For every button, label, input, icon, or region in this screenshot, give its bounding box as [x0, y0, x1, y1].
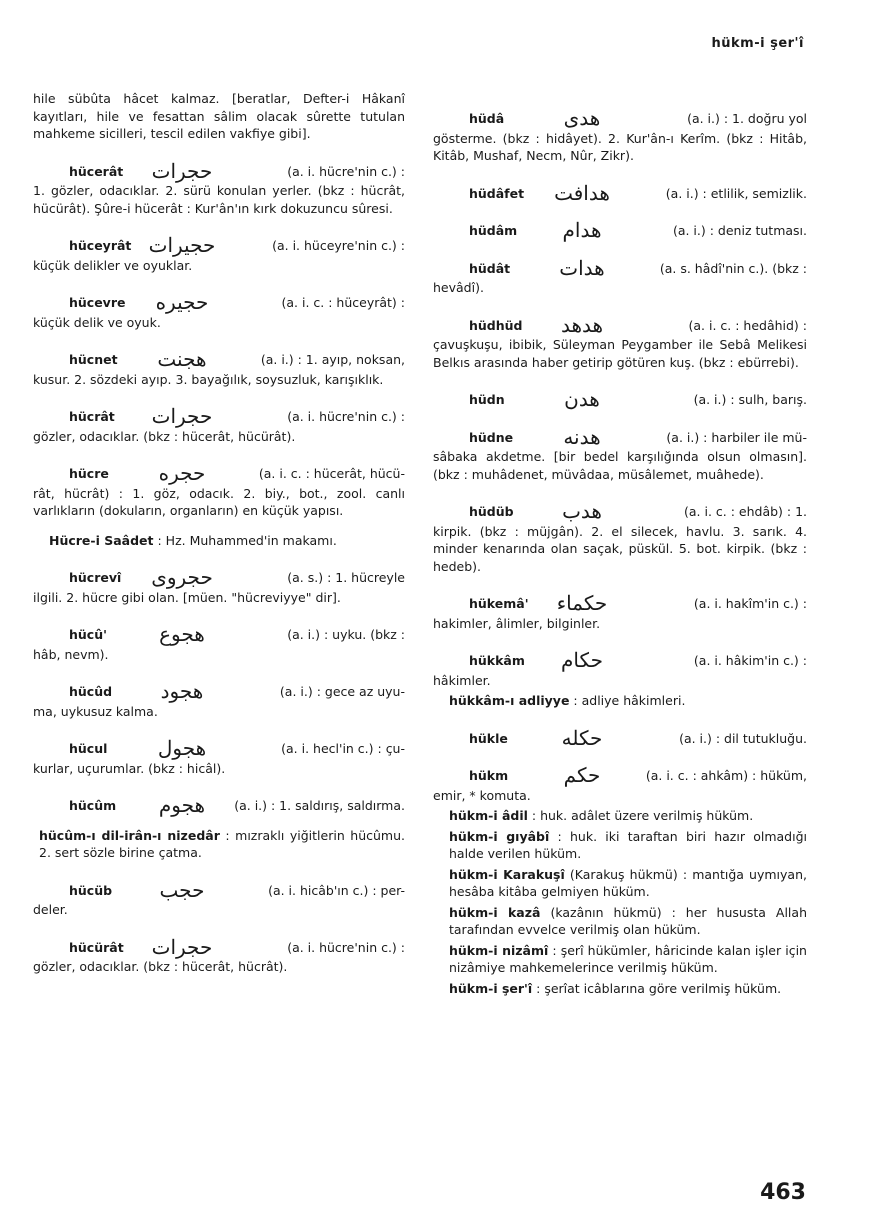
headword: hüceyrât	[69, 238, 132, 253]
entry-headline	[33, 877, 405, 902]
entry-definition: kurlar, uçurumlar. (bkz : hicâl).	[33, 760, 226, 776]
arabic-script: هجود	[160, 679, 204, 703]
headword: hükkâm	[469, 653, 525, 668]
sub-keyword: hükm-i gıyâbî	[449, 828, 550, 844]
dictionary-entry	[33, 736, 405, 777]
entry-headline	[33, 233, 405, 257]
entry-headline	[33, 679, 405, 703]
entry-headline	[33, 793, 405, 817]
dictionary-entry	[433, 106, 807, 165]
entry-grammar: (a. i. c. : hedâhid) :	[688, 317, 807, 333]
arabic-script: حجروى	[151, 565, 213, 589]
entry-headline	[433, 725, 807, 750]
sub-keyword: hücûm-ı dil-irân-ı nizedâr	[39, 827, 220, 843]
sub-definition: : mızraklı yiğitlerin hücûmu. 2. sert sözle birine çatma.	[39, 827, 405, 860]
headword: hükm	[469, 768, 509, 783]
entry-grammar: (a. i.) : 1. ayıp, noksan,	[260, 352, 405, 367]
dictionary-entry	[433, 387, 807, 411]
right-column	[433, 90, 807, 997]
entry-grammar: (a. i. hakîm'in c.) :	[693, 596, 807, 611]
entry-definition: küçük delik ve oyuk.	[33, 314, 161, 330]
sub-definition: : Hz. Muhammed'in makamı.	[157, 532, 337, 548]
dictionary-entry	[433, 255, 807, 297]
entry-headline	[433, 106, 807, 130]
entry-headline	[433, 499, 807, 523]
headword: hüdât	[469, 260, 511, 276]
headword: hüdâ	[469, 111, 505, 126]
dictionary-entry	[33, 877, 405, 919]
sub-keyword: Hücre-i Saâdet	[49, 532, 154, 548]
sub-definition: : şerî hükümler, hâricinde kalan işler için nizâmiye mahkemelerince verilmiş hüküm.	[449, 942, 807, 975]
entry-definition: hevâdî).	[433, 280, 484, 295]
arabic-script: حجب	[159, 877, 205, 902]
entry-headline	[33, 461, 405, 485]
headword: hüdhüd	[469, 317, 523, 333]
headword: hücre	[69, 466, 109, 481]
dictionary-entry	[33, 565, 405, 606]
entry-headline	[33, 290, 405, 314]
sub-entry	[433, 942, 807, 977]
entry-definition: deler.	[33, 902, 68, 917]
entry-headline	[433, 255, 807, 280]
sub-definition: : huk. iki taraftan biri hazır olmadığı halde verilen hüküm.	[449, 828, 807, 861]
arabic-script: حكم	[563, 763, 601, 787]
entry-definition: kirpik. (bkz : müjgân). 2. el silecek, havlu. 3. sarık. 4. minder kenarında olan saçak, püskül. 5. bot. kirpik. (bkz : hedeb).	[433, 523, 807, 574]
arabic-script: حجره	[158, 461, 206, 485]
headword: hüdüb	[469, 504, 514, 519]
entry-definition: rât, hücrât) : 1. göz, odacık. 2. biy., bot., zool. canlı varlıkların (dokuların, organların) en küçük yapısı.	[33, 485, 405, 518]
dictionary-entry	[33, 347, 405, 388]
dictionary-entry	[433, 763, 807, 804]
sub-entry	[433, 807, 807, 825]
dictionary-entry	[433, 180, 807, 205]
sub-entry	[33, 532, 405, 550]
arabic-script: حكام	[561, 648, 603, 672]
sub-keyword: hükm-i nizâmî	[449, 942, 549, 958]
entry-grammar: (a. i. hücre'nin c.) :	[287, 409, 405, 424]
headword: hüdne	[469, 429, 514, 445]
entry-grammar: (a. i.) : harbiler ile mü-	[666, 429, 807, 445]
entry-grammar: (a. s.) : 1. hücreyle	[287, 570, 405, 585]
entry-headline	[433, 763, 807, 787]
sub-entry	[433, 828, 807, 863]
arabic-script: هجوع	[159, 622, 205, 646]
headword: hücürât	[69, 939, 124, 955]
dictionary-entry	[433, 591, 807, 632]
arabic-script: حجيره	[155, 290, 209, 314]
entry-grammar: (a. i.) : etlilik, semizlik.	[665, 185, 807, 201]
headword: hücûm	[69, 798, 117, 813]
entry-definition: emir, * komuta.	[433, 787, 531, 803]
headword: hücû'	[69, 627, 107, 642]
sub-keyword: hükm-i şer'î	[449, 980, 533, 996]
entry-definition: ma, uykusuz kalma.	[33, 703, 158, 719]
sub-definition: (Karakuş hükmü) : mantığa uymıyan, hesâba kitâba gelmiyen hüküm.	[449, 866, 807, 899]
dictionary-entry	[433, 499, 807, 575]
entry-grammar: (a. i. c. : hücerât, hücü-	[258, 466, 405, 481]
entry-grammar: (a. i. hüceyre'nin c.) :	[272, 238, 405, 253]
entry-headline	[433, 180, 807, 205]
sub-definition: : adliye hâkimleri.	[573, 693, 686, 708]
arabic-script: هجنت	[157, 347, 207, 371]
entry-definition: gösterme. (bkz : hidâyet). 2. Kur'ân-ı Kerîm. (bkz : Hitâb, Kitâb, Mushaf, Necm, Nûr, Zikr).	[433, 130, 807, 163]
entry-headline	[33, 622, 405, 646]
arabic-script: حكله	[561, 725, 603, 750]
entry-definition: hâb, nevm).	[33, 646, 109, 662]
headword: hücûd	[69, 684, 113, 699]
entry-grammar: (a. i.) : 1. saldırış, saldırma.	[234, 798, 405, 813]
entry-headline	[433, 591, 807, 615]
sub-definition: : huk. adâlet üzere verilmiş hüküm.	[531, 808, 754, 823]
dictionary-entry	[33, 158, 405, 218]
arabic-script: هدهد	[560, 312, 604, 337]
sub-entry	[433, 980, 807, 998]
entry-headline	[33, 347, 405, 371]
headword: hüdâm	[469, 223, 518, 238]
sub-entry	[33, 827, 405, 862]
dictionary-entry	[433, 424, 807, 484]
entry-definition: kusur. 2. sözdeki ayıp. 3. bayağılık, soysuzluk, karışıklık.	[33, 371, 384, 387]
entry-grammar: (a. i. c. : ahkâm) : hüküm,	[645, 768, 807, 783]
entry-definition: hakimler, âlimler, bilginler.	[433, 615, 601, 631]
dictionary-entry	[33, 793, 405, 817]
entry-headline	[33, 404, 405, 428]
entry-headline	[433, 218, 807, 242]
entry-grammar: (a. i.) : deniz tutması.	[672, 223, 807, 238]
dictionary-entry	[433, 312, 807, 372]
dictionary-entry	[33, 404, 405, 445]
dictionary-entry	[33, 934, 405, 976]
sub-keyword: hükm-i Karakuşî	[449, 866, 565, 882]
headword: hücnet	[69, 352, 118, 367]
entry-headline	[433, 424, 807, 449]
sub-keyword: hükm-i kazâ	[449, 904, 541, 920]
headword: hücrevî	[69, 570, 122, 585]
entry-definition: ilgili. 2. hücre gibi olan. [müen. "hücreviyye" dir].	[33, 589, 341, 605]
running-head: hükm-i şer'î	[711, 36, 804, 51]
entry-grammar: (a. i. hücre'nin c.) :	[287, 163, 405, 179]
entry-definition: 1. gözler, odacıklar. 2. sürü konulan yerler. (bkz : hücrât, hücürât). Şûre-i hücerât : Kur'ân'ın kırk dokuzuncu sûresi.	[33, 183, 405, 216]
entry-grammar: (a. i. hecl'in c.) : çu-	[281, 741, 405, 756]
headword: hücüb	[69, 882, 113, 898]
dictionary-entry	[433, 725, 807, 750]
entry-definition: küçük delikler ve oyuklar.	[33, 257, 193, 273]
arabic-script: حجرات	[151, 158, 213, 183]
sub-definition: (kazânın hükmü) : her hususta Allah tarafından evvelce verilmiş olan hüküm.	[449, 904, 807, 937]
entry-headline	[433, 648, 807, 672]
arabic-script: حجرات	[151, 934, 213, 959]
sub-keyword: hükkâm-ı adliyye	[449, 693, 570, 708]
dictionary-entry	[33, 233, 405, 274]
entry-grammar: (a. s. hâdî'nin c.). (bkz :	[659, 260, 807, 276]
headword: hücerât	[69, 163, 124, 179]
dictionary-entry	[433, 648, 807, 689]
dictionary-entry	[33, 622, 405, 663]
dictionary-entry	[33, 290, 405, 331]
arabic-script: هدات	[559, 255, 605, 280]
entry-grammar: (a. i.) : gece az uyu-	[279, 684, 405, 699]
sub-entry	[433, 866, 807, 901]
arabic-script: هدى	[563, 106, 601, 130]
dictionary-entry	[33, 679, 405, 720]
entry-grammar: (a. i.) : uyku. (bkz :	[287, 627, 405, 642]
entry-grammar: (a. i.) : dil tutukluğu.	[679, 730, 807, 746]
entry-headline	[433, 387, 807, 411]
arabic-script: هجول	[157, 736, 207, 760]
entry-grammar: (a. i. hâkim'in c.) :	[693, 653, 807, 668]
entry-grammar: (a. i. c. : ehdâb) : 1.	[683, 504, 807, 519]
headword: hükle	[469, 730, 508, 746]
headword: hücrât	[69, 409, 115, 424]
entry-headline	[33, 158, 405, 183]
entry-grammar: (a. i.) : sulh, barış.	[693, 392, 807, 407]
arabic-script: حجيرات	[148, 233, 216, 257]
entry-definition: gözler, odacıklar. (bkz : hücerât, hücrât).	[33, 959, 288, 974]
arabic-script: هجوم	[158, 793, 206, 817]
sub-entry	[433, 904, 807, 939]
headword: hücul	[69, 741, 108, 756]
entry-definition: gözler, odacıklar. (bkz : hücerât, hücürât).	[33, 428, 296, 444]
sub-keyword: hükm-i âdil	[449, 808, 528, 823]
arabic-script: حجرات	[151, 404, 213, 428]
sub-definition: : şerîat icâblarına göre verilmiş hüküm.	[536, 980, 782, 996]
headword: hükemâ'	[469, 596, 529, 611]
intro-paragraph: hile sübûta hâcet kalmaz. [beratlar, Defter-i Hâkanî kayıtları, hile ve fesattan sâlim olacak sûrette tutulan mahkeme sicilleri, tescil edilen vakfiye gibi].	[33, 91, 405, 141]
headword: hücevre	[69, 295, 126, 310]
entry-headline	[33, 565, 405, 589]
entry-headline	[33, 736, 405, 760]
arabic-script: حكماء	[556, 591, 608, 615]
arabic-script: هدنه	[563, 424, 601, 449]
entry-grammar: (a. i. hicâb'ın c.) : per-	[268, 882, 405, 898]
arabic-script: هدب	[562, 499, 602, 523]
arabic-script: هدن	[564, 387, 600, 411]
page-number: 463	[760, 1180, 806, 1205]
entry-definition: çavuşkuşu, ibibik, Süleyman Peygamber ile Sebâ Melikesi Belkıs arasında haber getirip götüren kuş. (bkz : ebürrebi).	[433, 337, 807, 370]
entry-grammar: (a. i. c. : hüceyrât) :	[281, 295, 405, 310]
arabic-script: هدام	[562, 218, 602, 242]
dictionary-entry	[433, 218, 807, 242]
headword: hüdâfet	[469, 185, 525, 201]
sub-entry	[433, 692, 807, 710]
entry-headline	[33, 934, 405, 959]
left-column	[33, 90, 405, 976]
entry-headline	[433, 312, 807, 337]
dictionary-entry	[33, 461, 405, 520]
entry-definition: hâkimler.	[433, 672, 491, 688]
entry-grammar: (a. i. hücre'nin c.) :	[287, 939, 405, 955]
entry-definition: sâbaka akdetme. [bir bedel karşılığında olsun olmasın]. (bkz : muhâdenet, müvâdaa, müsâlemet, muâhede).	[433, 449, 807, 482]
entry-grammar: (a. i.) : 1. doğru yol	[687, 111, 807, 126]
headword: hüdn	[469, 392, 505, 407]
arabic-script: هدافت	[554, 180, 610, 205]
